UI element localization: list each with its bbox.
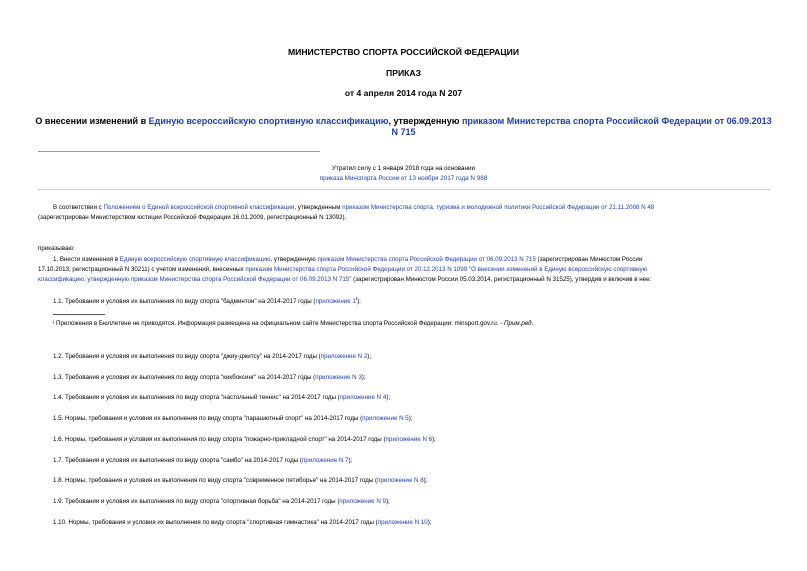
subitem-1-3 [53,374,366,381]
preamble-text-1: В соответствии с [53,204,104,211]
preamble-link-order-48[interactable]: приказом Министерства спорта, туризма и молодежной политики Российской Федерации от 21.11.2008 N 48 [342,204,655,211]
validity-link-order-988[interactable]: приказа Минспорта России от 13 ноября 2017 года N 988 [319,175,488,182]
title-text-1: О внесении изменений в [35,116,149,126]
item1-line1 [53,256,642,263]
subitem-close: ); [423,477,428,484]
title-link-order-715[interactable]: приказом Министерства спорта Российской Федерации от 06.09.2013 [461,116,772,126]
title-divider [38,151,320,152]
subitem-1-8 [53,477,427,484]
subitem-close: ); [348,457,353,464]
subitem-1-2 [53,353,371,360]
footnote-divider [53,314,105,315]
subitem-link-appendix-9[interactable]: приложение N 9 [339,498,386,505]
subitem-link-appendix-3[interactable]: приложение N 3 [315,374,362,381]
title-link-evsk[interactable]: Единую всероссийскую спортивную классификацию [148,116,389,126]
preamble-line1 [53,204,654,211]
subitem-link-appendix-4[interactable]: приложение N 4 [339,394,387,401]
footnote-mark: I [53,320,55,325]
subitem-text: 1.5. Нормы, требования и условия их выполнения по виду спорта "парашютный спорт" на 2014-2017 годы ( [53,415,363,422]
doc-type-heading: ПРИКАЗ [386,68,421,78]
subitem-1-10 [53,519,432,526]
subitem-close: ); [385,498,390,505]
subitem-link-appendix-6[interactable]: приложение N 6 [385,436,433,443]
footnote [53,320,533,327]
subitem-1-6 [53,436,436,443]
validity-note-link-line [0,175,807,182]
footnote-text: Приложения в Бюллетене не приводятся. Информация размещена на официальном сайте Министерства спорта Российской Федерации: minsport.gov.ru. - [56,320,503,327]
preamble-text-2: , утвержденным [294,204,343,211]
item1-line3 [38,276,651,283]
subitem-close: ); [386,394,391,401]
subitem-1-1 [53,296,361,305]
subitem-link-appendix-1[interactable]: приложение 1 [315,298,356,306]
item1-text-b: , утвержденную [270,256,318,263]
doc-title [0,116,807,126]
title-link-n715[interactable]: N 715 [391,127,416,137]
subitem-close: ); [408,415,413,422]
subitem-text: 1.4. Требования и условия их выполнения по виду спорта "настольный теннис" на 2014-2017 годы ( [53,394,340,401]
footnote-ref-mark: I [355,296,358,301]
item1-text-e: (зарегистрирован Минюстом России 05.03.2014, регистрационный N 31525), утвердив и включив в нее: [351,276,652,283]
item1-line2 [38,266,647,273]
subitem-text: 1.2. Требования и условия их выполнения по виду спорта "джиу-джитсу" на 2014-2017 годы ( [53,353,321,360]
validity-note: Утратил силу с 1 января 2018 года на основании [331,165,476,172]
subitem-link-appendix-2[interactable]: приложение N 2 [320,353,368,360]
subitem-1-9 [53,498,390,505]
subitem-text: 1.6. Нормы, требования и условия их выполнения по виду спорта "пожарно-прикладной спорт" на 2014-2017 годы ( [53,436,386,443]
subitem-link-appendix-10[interactable]: приложение N 10 [377,519,428,526]
ministry-heading: МИНИСТЕРСТВО СПОРТА РОССИЙСКОЙ ФЕДЕРАЦИИ [287,47,519,57]
item1-link-order-715[interactable]: приказом Министерства спорта Российской Федерации от 06.09.2013 N 715 [317,256,536,263]
item1-link-evsk[interactable]: Единую всероссийскую спортивную классификацию [119,256,271,263]
subitem-text: 1.7. Требования и условия их выполнения по виду спорта "самбо" на 2014-2017 годы ( [53,457,302,464]
order-word: приказываю: [38,245,75,252]
subitem-text: 1.1. Требования и условия их выполнения по виду спорта "бадминтон" на 2014-2017 годы ( [53,298,316,306]
doc-date: от 4 апреля 2014 года N 207 [344,88,463,98]
preamble-link-polozhenie[interactable]: Положением о Единой всероссийской спортивной классификации [103,204,295,211]
subitem-1-7 [53,457,352,464]
item1-text-c: (зарегистрирован Минюстом России [535,256,643,263]
subitem-close: ); [367,353,372,360]
subitem-close: ); [432,436,436,443]
subitem-text: 1.3. Требования и условия их выполнения по виду спорта "кикбоксинг" на 2014-2017 годы ( [53,374,316,381]
subitem-text: 1.10. Нормы, требования и условия их выполнения по виду спорта "спортивная гимнастика" на 2014-2017 годы ( [53,519,378,526]
subitem-link-appendix-7[interactable]: приложение N 7 [301,457,349,464]
subitem-close: ); [427,519,432,526]
subitem-link-appendix-5[interactable]: приложение N 5 [362,415,409,422]
doc-title-line2 [0,127,807,137]
subitem-1-4 [53,394,390,401]
subitem-link-appendix-8[interactable]: приложение N 8 [377,477,424,484]
validity-divider [38,189,770,190]
subitem-1-5 [53,415,412,422]
subitem-text: 1.8. Нормы, требования и условия их выполнения по виду спорта "современное пятиборье" на 2014-2017 годы ( [53,477,378,484]
item1-link-order-1099-cont[interactable]: классификацию, утвержденную приказом Министерства спорта Российской Федерации от 06.09.2013 N 715" [38,276,352,283]
subitem-close: ); [357,298,361,306]
item1-text-d: 17.10.2013, регистрационный N 30211) с учетом изменений, внесенных [38,266,246,273]
title-text-2: , утвержденную [388,116,462,126]
subitem-text: 1.9. Требования и условия их выполнения по виду спорта "спортивная борьба" на 2014-2017 годы ( [53,498,340,505]
footnote-editor-note: Прим.ред. [504,320,534,327]
item1-link-order-1099[interactable]: приказом Министерства спорта Российской Федерации от 20.12.2013 N 1099 "О внесении изменений в Единую всероссийскую спортивную [245,266,648,273]
item1-text-a: 1. Внести изменения в [53,256,120,263]
subitem-close: ); [361,374,366,381]
preamble-line2: (зарегистрирован Министерством юстиции Российской Федерации 16.01.2009, регистрационный N 13092), [38,214,347,221]
